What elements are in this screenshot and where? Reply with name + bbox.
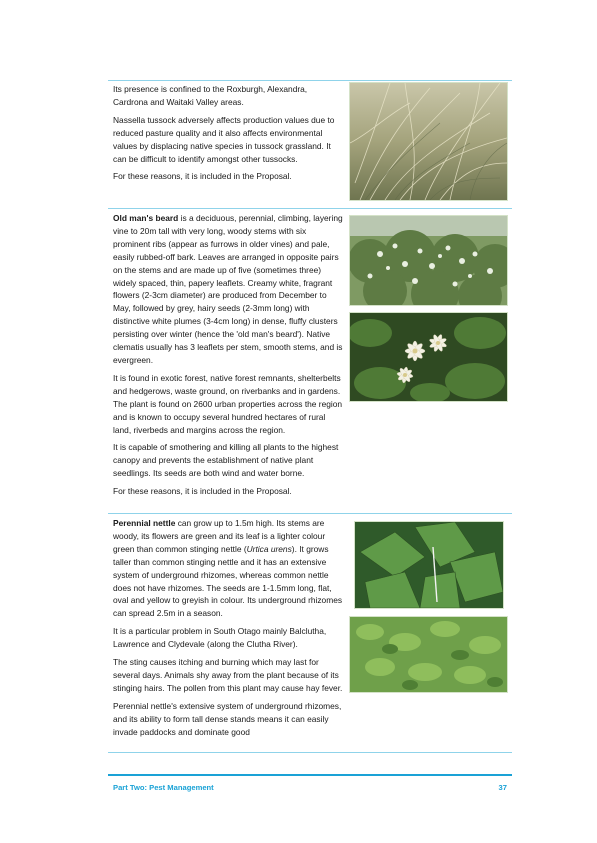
perennial-nettle-species-name: Urtica urens bbox=[246, 543, 292, 554]
nassella-paragraph-1: Its presence is confined to the Roxburgh, Alexandra, Cardrona and Waitaki Valley areas. bbox=[113, 84, 308, 107]
footer-rule bbox=[108, 774, 512, 776]
section-divider bbox=[108, 752, 512, 753]
old-mans-beard-paragraph-4: For these reasons, it is included in the Proposal. bbox=[113, 486, 292, 497]
perennial-nettle-paragraph-4: Perennial nettle's extensive system of underground rhizomes, and its ability to form tall dense stands means it can easily invade paddocks and dominate good bbox=[113, 700, 342, 737]
section-divider bbox=[108, 208, 512, 209]
old-mans-beard-title: Old man's beard bbox=[113, 213, 179, 223]
old-mans-beard-description: is a deciduous, perennial, climbing, layering vine to 20m tall with very long, woody stems with six prominent ribs (appear as furrows in older vines) and pale, easily rubbed-off bark. Leaves are arranged in opposite pairs on the stems and are made up of five (sometimes three) widely spaced, thin, papery leaflets. Creamy white, fragrant flowers (2-3cm diameter) are produced from December to May, followed by grey, hairy seeds (2-3mm long) with distinctive white plumes (3-4cm long) in dense, fluffy clusters persisting over winter (hence the 'old man's beard'). Native clematis usually has 3 leaflets per stem, smooth stems, and is evergreen. bbox=[113, 213, 343, 365]
old-mans-beard-shrub-photo bbox=[349, 215, 508, 306]
perennial-nettle-paragraph-3: The sting causes itching and burning which may last for several days. Animals shy away from the plant because of its stinging hairs. The pollen from this plant may cause hay fever. bbox=[113, 657, 343, 693]
nettle-leaf-photo bbox=[354, 521, 504, 609]
page-number: 37 bbox=[498, 783, 507, 792]
section-divider bbox=[108, 513, 512, 514]
nassella-paragraph-3: For these reasons, it is included in the Proposal. bbox=[113, 171, 292, 182]
perennial-nettle-paragraph-2: It is a particular problem in South Otago mainly Balclutha, Lawrence and Clydevale (along the Clutha River). bbox=[113, 626, 327, 650]
nassella-paragraph-2: Nassella tussock adversely affects production values due to reduced pasture quality and it also affects environmental values by displacing native species in tussock grassland. It can be difficult to identify amongst other tussocks. bbox=[113, 114, 335, 164]
footer-section-title: Part Two: Pest Management bbox=[113, 783, 214, 792]
perennial-nettle-paragraph-1 bbox=[113, 517, 343, 620]
nettle-patch-photo bbox=[349, 616, 508, 693]
nassella-tussock-photo bbox=[349, 82, 508, 201]
perennial-nettle-title: Perennial nettle bbox=[113, 518, 176, 528]
old-mans-beard-section bbox=[113, 212, 343, 503]
old-mans-beard-paragraph-3: It is capable of smothering and killing all plants to the highest canopy and prevents the establishment of native plant seedlings. Its seeds are both wind and water borne. bbox=[113, 442, 339, 479]
old-mans-beard-paragraph-2: It is found in exotic forest, native forest remnants, shelterbelts and hedgerows, waste ground, on riverbanks and in gardens. The plant is found on 2600 urban properties across the region and is known to occupy several hundred hectares of rural land, riverbeds and margins across the region. bbox=[113, 372, 343, 435]
old-mans-beard-flower-photo bbox=[349, 312, 508, 402]
section-divider bbox=[108, 80, 512, 81]
perennial-nettle-text-b: ). It grows taller than common stinging nettle and it has an extensive system of underground rhizomes, whereas common nettle does not have rhizomes. The seeds are 1-1.5mm long, flat, oval and yellow to greyish in colour. Its underground rhizomes can spread 2.5m in a season. bbox=[113, 543, 343, 619]
perennial-nettle-text-a: can grow up to 1.5m high. Its stems are woody, its flowers are green and its leaf is a lighter colour green than common stinging nettle ( bbox=[113, 518, 326, 554]
perennial-nettle-section bbox=[113, 517, 343, 744]
nassella-section bbox=[113, 83, 343, 188]
old-mans-beard-paragraph-1 bbox=[113, 212, 343, 367]
